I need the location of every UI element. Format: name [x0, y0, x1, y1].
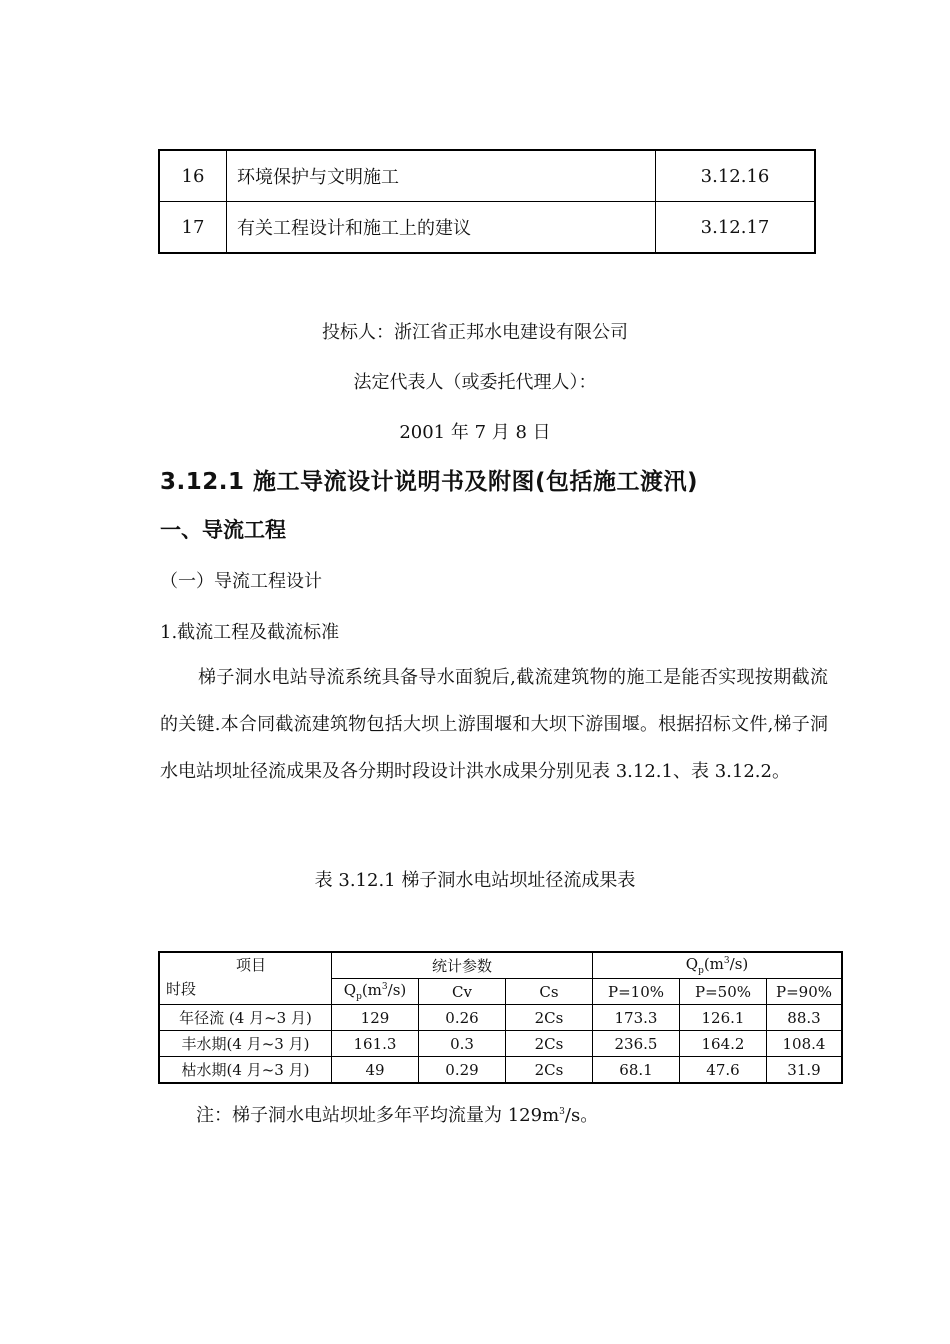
- col-p10-header: P=10%: [593, 979, 680, 1005]
- p90-cell: 88.3: [767, 1005, 843, 1031]
- cs-cell: 2Cs: [506, 1031, 593, 1057]
- table-row: [159, 1031, 842, 1057]
- p50-cell: 164.2: [680, 1031, 767, 1057]
- p10-cell: 236.5: [593, 1031, 680, 1057]
- row-number: 17: [159, 202, 227, 254]
- group-qp-header: $Q_p(m^3/s)$: [593, 952, 843, 979]
- period-cell: 年径流 (4 月~3 月): [159, 1005, 332, 1031]
- subheading-design: （一）导流工程设计: [160, 571, 322, 592]
- index-table: [158, 149, 816, 254]
- cv-cell: 0.26: [419, 1005, 506, 1031]
- cs-cell: 2Cs: [506, 1005, 593, 1031]
- qp-cell: 161.3: [332, 1031, 419, 1057]
- table-row: [159, 150, 815, 202]
- corner-item-label: 项目: [236, 956, 267, 974]
- row-reference: 3.12.17: [656, 202, 816, 254]
- col-cs-header: Cs: [506, 979, 593, 1005]
- table-row: [159, 202, 815, 254]
- row-reference: 3.12.16: [656, 150, 816, 202]
- body-paragraph: 梯子洞水电站导流系统具备导水面貌后,截流建筑物的施工是能否实现按期截流的关键.本合同截流建筑物包括大坝上游围堰和大坝下游围堰。根据招标文件,梯子洞水电站坝址径流成果及各分期时段设计洪水成果分别见表 3.12.1、表 3.12.2。: [160, 667, 828, 782]
- col-p90-header: P=90%: [767, 979, 843, 1005]
- bidder-line: 投标人：浙江省正邦水电建设有限公司: [322, 322, 628, 343]
- table-row: [159, 1057, 842, 1084]
- legal-representative-line: 法定代表人（或委托代理人）：: [353, 372, 597, 393]
- table-row: [159, 1005, 842, 1031]
- runoff-results-table: [158, 951, 843, 1084]
- table-note: 注：梯子洞水电站坝址多年平均流量为 $129m^3/s$。: [196, 1105, 599, 1126]
- date-line: 2001 年 7 月 8 日: [399, 422, 551, 443]
- p10-cell: 173.3: [593, 1005, 680, 1031]
- p90-cell: 108.4: [767, 1031, 843, 1057]
- table-caption: 表 3.12.1 梯子洞水电站坝址径流成果表: [314, 870, 636, 891]
- row-title: 环境保护与文明施工: [227, 150, 656, 202]
- p10-cell: 68.1: [593, 1057, 680, 1084]
- section-title: 3.12.1 施工导流设计说明书及附图(包括施工渡汛): [160, 469, 699, 495]
- col-qp-header: $Q_p(m^3/s)$: [332, 979, 419, 1005]
- corner-header: [159, 952, 332, 1005]
- group-stats-header: 统计参数: [332, 952, 593, 979]
- cv-cell: 0.29: [419, 1057, 506, 1084]
- p50-cell: 126.1: [680, 1005, 767, 1031]
- col-cv-header: Cv: [419, 979, 506, 1005]
- qp-cell: 129: [332, 1005, 419, 1031]
- col-p50-header: P=50%: [680, 979, 767, 1005]
- period-cell: 丰水期(4 月~3 月): [159, 1031, 332, 1057]
- table-header-row: [159, 952, 842, 979]
- p90-cell: 31.9: [767, 1057, 843, 1084]
- cs-cell: 2Cs: [506, 1057, 593, 1084]
- corner-period-label: 时段: [166, 980, 197, 998]
- heading-diversion-works: 一、导流工程: [160, 518, 286, 542]
- p50-cell: 47.6: [680, 1057, 767, 1084]
- period-cell: 枯水期(4 月~3 月): [159, 1057, 332, 1084]
- row-number: 16: [159, 150, 227, 202]
- cv-cell: 0.3: [419, 1031, 506, 1057]
- qp-cell: 49: [332, 1057, 419, 1084]
- subheading-closure: 1.截流工程及截流标准: [160, 622, 340, 643]
- row-title: 有关工程设计和施工上的建议: [227, 202, 656, 254]
